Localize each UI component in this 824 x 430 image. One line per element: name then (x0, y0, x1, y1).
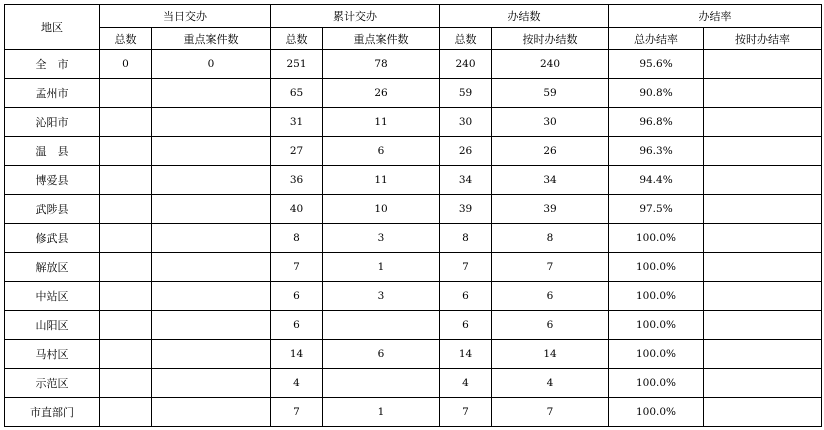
cell-cum-total: 251 (271, 50, 323, 79)
cell-rate-ontime (704, 369, 822, 398)
cell-comp-ontime: 59 (492, 79, 609, 108)
cell-cum-key: 10 (323, 195, 440, 224)
cell-region: 修武县 (5, 224, 100, 253)
cell-comp-ontime: 7 (492, 253, 609, 282)
cell-cum-total: 8 (271, 224, 323, 253)
cell-region: 沁阳市 (5, 108, 100, 137)
cell-daily-key (152, 108, 271, 137)
cell-rate-ontime (704, 282, 822, 311)
table-row (5, 166, 822, 195)
cell-rate-total: 100.0% (609, 253, 704, 282)
cell-rate-total: 100.0% (609, 224, 704, 253)
cell-region: 山阳区 (5, 311, 100, 340)
cell-cum-total: 7 (271, 253, 323, 282)
header-row-primary (5, 5, 822, 28)
cell-rate-total: 100.0% (609, 311, 704, 340)
cell-cum-key: 3 (323, 282, 440, 311)
cell-daily-key (152, 282, 271, 311)
cell-rate-ontime (704, 311, 822, 340)
cell-comp-total: 6 (440, 282, 492, 311)
cell-cum-key: 78 (323, 50, 440, 79)
cell-rate-ontime (704, 253, 822, 282)
cell-rate-total: 94.4% (609, 166, 704, 195)
cell-daily-total (100, 79, 152, 108)
header-region: 地区 (5, 5, 100, 50)
table-body (5, 50, 822, 427)
cell-comp-total: 7 (440, 253, 492, 282)
cell-region: 解放区 (5, 253, 100, 282)
cell-rate-total: 90.8% (609, 79, 704, 108)
table-row (5, 108, 822, 137)
cell-daily-total (100, 311, 152, 340)
cell-rate-ontime (704, 195, 822, 224)
cell-comp-ontime: 6 (492, 282, 609, 311)
cell-rate-total: 96.3% (609, 137, 704, 166)
cell-rate-ontime (704, 79, 822, 108)
cell-cum-total: 27 (271, 137, 323, 166)
cell-rate-ontime (704, 137, 822, 166)
cell-cum-total: 7 (271, 398, 323, 427)
cell-daily-total (100, 369, 152, 398)
cell-region: 中站区 (5, 282, 100, 311)
cell-cum-key: 11 (323, 166, 440, 195)
cell-comp-ontime: 26 (492, 137, 609, 166)
cell-comp-ontime: 7 (492, 398, 609, 427)
cell-region: 孟州市 (5, 79, 100, 108)
cell-cum-total: 40 (271, 195, 323, 224)
table-row (5, 195, 822, 224)
cell-rate-total: 97.5% (609, 195, 704, 224)
cell-region: 博爱县 (5, 166, 100, 195)
cell-cum-total: 36 (271, 166, 323, 195)
cell-rate-ontime (704, 166, 822, 195)
cell-cum-total: 65 (271, 79, 323, 108)
table-row (5, 282, 822, 311)
header-daily-key-cases: 重点案件数 (152, 28, 271, 50)
cell-daily-key (152, 224, 271, 253)
cell-comp-ontime: 34 (492, 166, 609, 195)
cell-rate-ontime (704, 50, 822, 79)
cell-region: 示范区 (5, 369, 100, 398)
cell-daily-total (100, 137, 152, 166)
cell-cum-key: 6 (323, 340, 440, 369)
cell-region: 武陟县 (5, 195, 100, 224)
cell-rate-ontime (704, 398, 822, 427)
table-row (5, 253, 822, 282)
cell-cum-key: 11 (323, 108, 440, 137)
cell-cum-total: 14 (271, 340, 323, 369)
cell-region: 市直部门 (5, 398, 100, 427)
cell-daily-total (100, 166, 152, 195)
cell-daily-key (152, 137, 271, 166)
table-row (5, 137, 822, 166)
cell-cum-total: 6 (271, 282, 323, 311)
cell-daily-total (100, 195, 152, 224)
cell-cum-key: 3 (323, 224, 440, 253)
cell-comp-ontime: 14 (492, 340, 609, 369)
cell-daily-key (152, 311, 271, 340)
header-row-secondary (5, 28, 822, 50)
cell-comp-total: 34 (440, 166, 492, 195)
header-daily-total: 总数 (100, 28, 152, 50)
cell-daily-total: 0 (100, 50, 152, 79)
cell-rate-total: 96.8% (609, 108, 704, 137)
cell-rate-total: 100.0% (609, 369, 704, 398)
cell-cum-total: 31 (271, 108, 323, 137)
case-statistics-table (4, 4, 822, 427)
table-row (5, 311, 822, 340)
cell-daily-total (100, 253, 152, 282)
cell-rate-total: 100.0% (609, 398, 704, 427)
cell-comp-total: 7 (440, 398, 492, 427)
header-daily-assigned: 当日交办 (100, 5, 271, 28)
cell-comp-ontime: 240 (492, 50, 609, 79)
cell-rate-ontime (704, 340, 822, 369)
cell-region: 温 县 (5, 137, 100, 166)
cell-cum-key: 1 (323, 253, 440, 282)
header-completion-rate: 办结率 (609, 5, 822, 28)
cell-daily-total (100, 398, 152, 427)
cell-comp-total: 4 (440, 369, 492, 398)
cell-region: 全 市 (5, 50, 100, 79)
cell-daily-key (152, 195, 271, 224)
header-completed-on-time: 按时办结数 (492, 28, 609, 50)
cell-cum-key (323, 369, 440, 398)
cell-cum-key (323, 311, 440, 340)
cell-daily-key (152, 369, 271, 398)
header-total-completion-rate: 总办结率 (609, 28, 704, 50)
cell-rate-total: 100.0% (609, 340, 704, 369)
cell-region: 马村区 (5, 340, 100, 369)
cell-daily-total (100, 340, 152, 369)
cell-comp-ontime: 4 (492, 369, 609, 398)
table-row (5, 224, 822, 253)
table-row (5, 79, 822, 108)
cell-rate-total: 95.6% (609, 50, 704, 79)
header-cumulative-assigned: 累计交办 (271, 5, 440, 28)
header-completed-total: 总数 (440, 28, 492, 50)
cell-comp-ontime: 6 (492, 311, 609, 340)
cell-daily-total (100, 108, 152, 137)
cell-comp-total: 240 (440, 50, 492, 79)
cell-daily-key: 0 (152, 50, 271, 79)
table-row (5, 340, 822, 369)
cell-comp-ontime: 30 (492, 108, 609, 137)
header-on-time-completion-rate: 按时办结率 (704, 28, 822, 50)
cell-daily-key (152, 340, 271, 369)
table-row (5, 369, 822, 398)
cell-cum-total: 6 (271, 311, 323, 340)
cell-cum-total: 4 (271, 369, 323, 398)
cell-comp-total: 59 (440, 79, 492, 108)
cell-cum-key: 1 (323, 398, 440, 427)
cell-daily-total (100, 282, 152, 311)
cell-daily-key (152, 253, 271, 282)
cell-daily-key (152, 166, 271, 195)
cell-rate-ontime (704, 224, 822, 253)
cell-daily-key (152, 398, 271, 427)
cell-comp-total: 8 (440, 224, 492, 253)
table-row (5, 398, 822, 427)
report-container (4, 4, 822, 427)
cell-comp-total: 14 (440, 340, 492, 369)
cell-cum-key: 26 (323, 79, 440, 108)
cell-comp-ontime: 39 (492, 195, 609, 224)
cell-comp-total: 26 (440, 137, 492, 166)
header-cumulative-key-cases: 重点案件数 (323, 28, 440, 50)
cell-comp-total: 39 (440, 195, 492, 224)
table-row (5, 50, 822, 79)
cell-daily-total (100, 224, 152, 253)
cell-rate-ontime (704, 108, 822, 137)
cell-rate-total: 100.0% (609, 282, 704, 311)
cell-comp-total: 30 (440, 108, 492, 137)
cell-cum-key: 6 (323, 137, 440, 166)
cell-comp-ontime: 8 (492, 224, 609, 253)
cell-comp-total: 6 (440, 311, 492, 340)
cell-daily-key (152, 79, 271, 108)
header-cumulative-total: 总数 (271, 28, 323, 50)
header-completed: 办结数 (440, 5, 609, 28)
